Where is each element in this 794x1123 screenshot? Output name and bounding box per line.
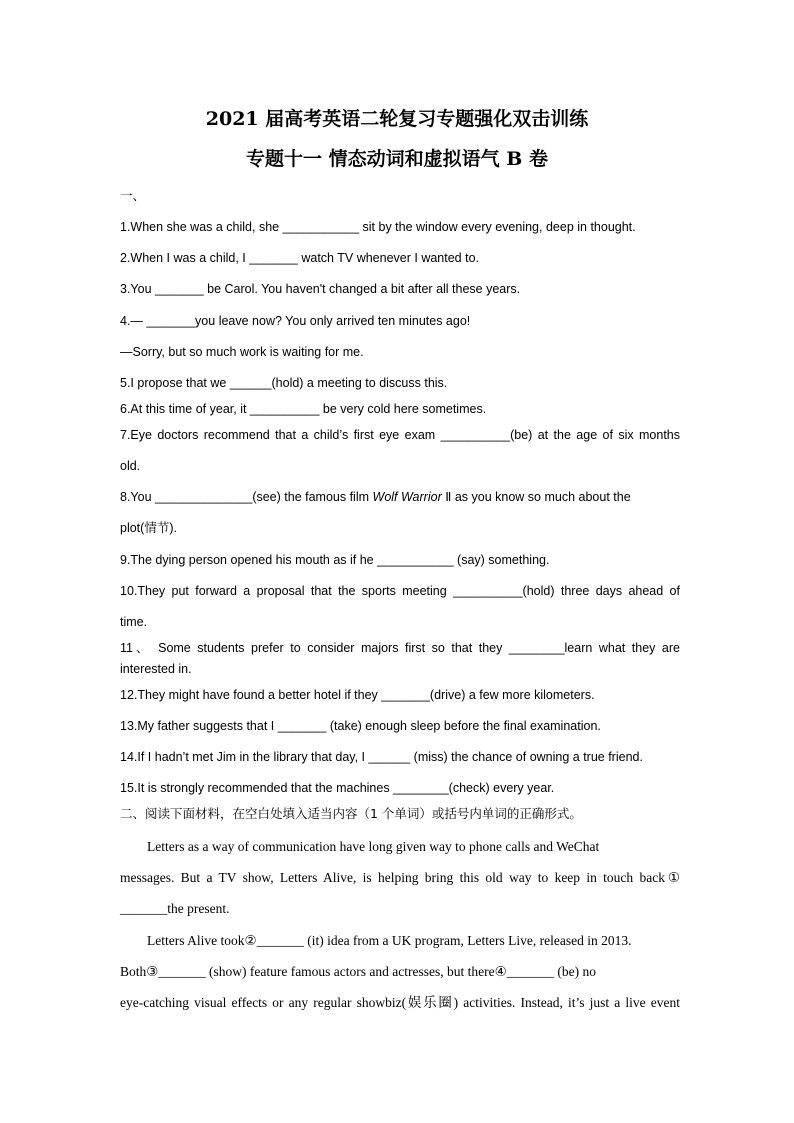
film-title: Wolf Warrior bbox=[372, 490, 442, 504]
question-line: 13.My father suggests that I _______ (take) enough sleep before the final examination. bbox=[120, 719, 601, 733]
question-line: 1.When she was a child, she ___________ sit by the window every evening, deep in thought. bbox=[120, 220, 636, 234]
question-line: —Sorry, but so much work is waiting for me. bbox=[120, 345, 364, 359]
question-line: 4.— _______you leave now? You only arrived ten minutes ago! bbox=[120, 314, 471, 328]
question-line: plot(情节). bbox=[120, 521, 177, 535]
passage-line: _______the present. bbox=[120, 901, 230, 916]
passage-line: messages. But a TV show, Letters Alive, is helping bring this old way to keep in touch back① bbox=[120, 870, 680, 885]
question-line: 2.When I was a child, I _______ watch TV whenever I wanted to. bbox=[120, 251, 480, 265]
question-line: 14.If I hadn’t met Jim in the library that day, I ______ (miss) the chance of owning a true friend. bbox=[120, 750, 643, 764]
question-line: 15.It is strongly recommended that the machines ________(check) every year. bbox=[120, 781, 555, 795]
question-line: old. bbox=[120, 459, 141, 473]
question-line: 9.The dying person opened his mouth as if he ___________ (say) something. bbox=[120, 553, 550, 567]
question-line: 3.You _______ be Carol. You haven't changed a bit after all these years. bbox=[120, 282, 521, 296]
question-8-text: 8.You ______________(see) the famous film bbox=[120, 490, 370, 504]
question-line: time. bbox=[120, 615, 148, 629]
document-subtitle: 专题十一 情态动词和虚拟语气 B 卷 bbox=[246, 148, 548, 170]
passage-line: Both③_______ (show) feature famous actors and actresses, but there④_______ (be) no bbox=[120, 964, 596, 979]
question-line: 7.Eye doctors recommend that a child’s first eye exam __________(be) at the age of six months bbox=[120, 428, 680, 442]
question-line: 5.I propose that we ______(hold) a meeting to discuss this. bbox=[120, 376, 448, 390]
question-line-8 bbox=[120, 489, 680, 505]
passage-line: Letters as a way of communication have long given way to phone calls and WeChat bbox=[147, 839, 600, 854]
passage-line: eye-catching visual effects or any regular showbiz(娱乐圈) activities. Instead, it’s just a live event bbox=[120, 995, 680, 1010]
document-title: 2021 届高考英语二轮复习专题强化双击训练 bbox=[205, 108, 589, 130]
question-8-text-end: Ⅱ as you know so much about the bbox=[445, 490, 631, 504]
section-two-instruction: 二、阅读下面材料，在空白处填入适当内容（1 个单词）或括号内单词的正确形式。 bbox=[120, 806, 582, 821]
question-line: 11、 Some students prefer to consider majors first so that they ________learn what they are bbox=[120, 641, 680, 655]
question-line: 10.They put forward a proposal that the sports meeting __________(hold) three days ahead of bbox=[120, 584, 680, 598]
question-line: 6.At this time of year, it __________ be very cold here sometimes. bbox=[120, 402, 487, 416]
question-line: interested in. bbox=[120, 662, 192, 676]
question-line: 12.They might have found a better hotel if they _______(drive) a few more kilometers. bbox=[120, 688, 595, 702]
passage-line: Letters Alive took②_______ (it) idea from a UK program, Letters Live, released in 2013. bbox=[147, 933, 632, 948]
section-one-label: 一、 bbox=[120, 188, 146, 203]
